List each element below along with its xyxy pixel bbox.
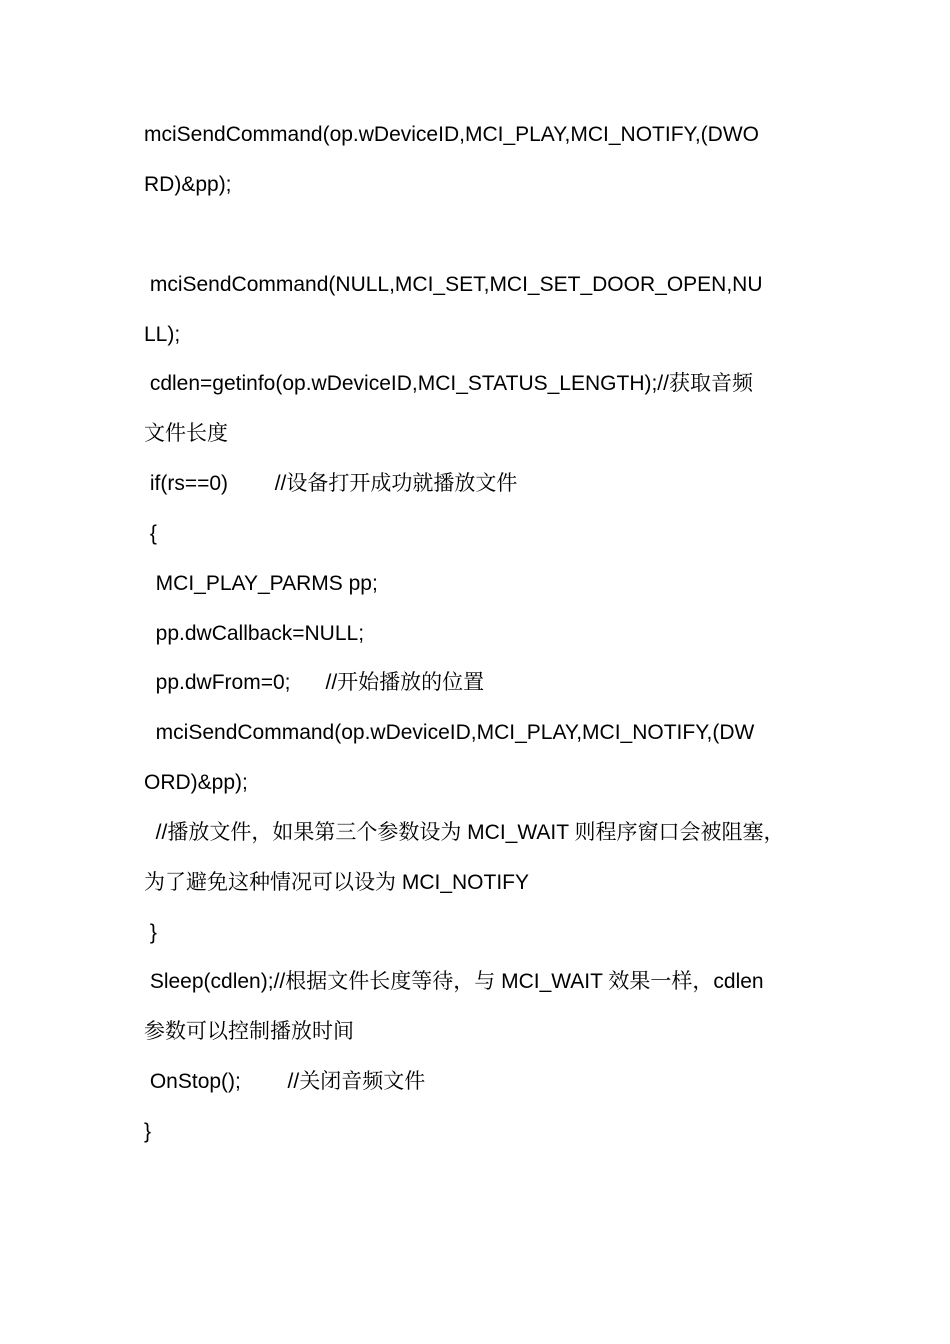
code-line-18: 参数可以控制播放时间 bbox=[144, 1020, 354, 1043]
code-line-4: LL); bbox=[144, 323, 181, 346]
code-line-20: } bbox=[144, 1120, 152, 1143]
code-line-7: if(rs==0) //设备打开成功就播放文件 bbox=[144, 472, 518, 495]
code-line-1: mciSendCommand(op.wDeviceID,MCI_PLAY,MCI_NOTIFY,(DWO bbox=[144, 123, 759, 146]
code-line-17: Sleep(cdlen);//根据文件长度等待，与 MCI_WAIT 效果一样，cdlen bbox=[144, 970, 764, 993]
code-line-9: MCI_PLAY_PARMS pp; bbox=[144, 572, 378, 595]
code-line-19: OnStop(); //关闭音频文件 bbox=[144, 1070, 426, 1093]
code-line-6: 文件长度 bbox=[144, 422, 228, 445]
code-line-16: } bbox=[144, 921, 157, 944]
code-line-13: ORD)&pp); bbox=[144, 771, 248, 794]
code-line-10: pp.dwCallback=NULL; bbox=[144, 622, 365, 645]
code-line-12: mciSendCommand(op.wDeviceID,MCI_PLAY,MCI_NOTIFY,(DW bbox=[144, 721, 755, 744]
code-line-3: mciSendCommand(NULL,MCI_SET,MCI_SET_DOOR_OPEN,NU bbox=[144, 273, 763, 296]
code-line-11: pp.dwFrom=0; //开始播放的位置 bbox=[144, 671, 485, 694]
code-line-5: cdlen=getinfo(op.wDeviceID,MCI_STATUS_LENGTH);//获取音频 bbox=[144, 372, 753, 395]
code-line-2: RD)&pp); bbox=[144, 173, 232, 196]
code-line-14: //播放文件，如果第三个参数设为 MCI_WAIT 则程序窗口会被阻塞， bbox=[144, 821, 785, 844]
code-line-15: 为了避免这种情况可以设为 MCI_NOTIFY bbox=[144, 871, 530, 894]
code-line-8: { bbox=[144, 522, 157, 545]
